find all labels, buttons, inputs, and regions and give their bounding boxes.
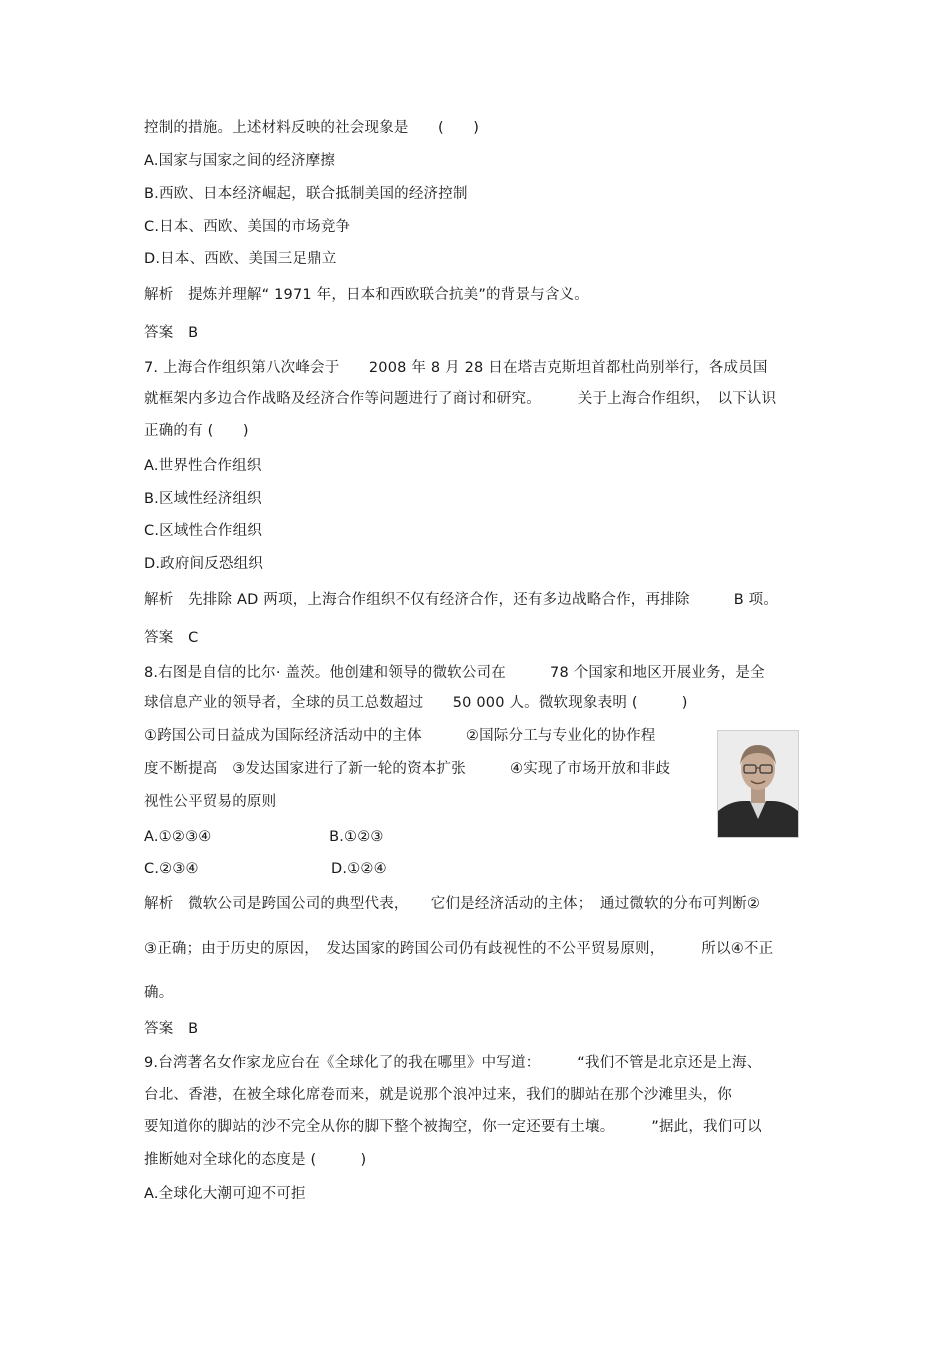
option-line: A.①②③④ B.①②③: [144, 829, 384, 845]
statement-line: ①跨国公司日益成为国际经济活动中的主体 ②国际分工与专业化的协作程: [144, 728, 656, 744]
analysis-line: ③正确；由于历史的原因， 发达国家的跨国公司仍有歧视性的不公平贸易原则， 所以④不正: [144, 941, 774, 957]
question-line: 7. 上海合作组织第八次峰会于 2008 年 8 月 28 日在塔吉克斯坦首都杜尚别举行，各成员国: [144, 360, 768, 376]
analysis-line: 解析 先排除 AD 两项，上海合作组织不仅有经济合作，还有多边战略合作，再排除 B 项。: [144, 592, 779, 608]
question-line: 推断她对全球化的态度是 ( ): [144, 1152, 367, 1168]
option-line: C.区域性合作组织: [144, 523, 263, 539]
analysis-line: 确。: [144, 985, 174, 1001]
statement-line: 度不断提高 ③发达国家进行了新一轮的资本扩张 ④实现了市场开放和非歧: [144, 761, 671, 777]
portrait-photo: [717, 730, 799, 838]
question-line: 8.右图是自信的比尔· 盖茨。他创建和领导的微软公司在 78 个国家和地区开展业务，是全: [144, 665, 765, 681]
option-line: A.全球化大潮可迎不可拒: [144, 1186, 306, 1202]
answer-line: 答案 B: [144, 325, 199, 341]
option-line: D.政府间反恐组织: [144, 556, 264, 572]
analysis-line: 解析 微软公司是跨国公司的典型代表， 它们是经济活动的主体； 通过微软的分布可判断②: [144, 896, 761, 912]
option-line: C.日本、西欧、美国的市场竞争: [144, 219, 351, 235]
option-line: A.国家与国家之间的经济摩擦: [144, 153, 336, 169]
question-line: 球信息产业的领导者，全球的员工总数超过 50 000 人。微软现象表明 ( ): [144, 695, 688, 711]
question-line: 台北、香港，在被全球化席卷而来，就是说那个浪冲过来，我们的脚站在那个沙滩里头，你: [144, 1087, 732, 1103]
option-line: B.区域性经济组织: [144, 491, 262, 507]
statement-line: 视性公平贸易的原则: [144, 794, 277, 810]
option-line: C.②③④ D.①②④: [144, 861, 387, 877]
answer-line: 答案 C: [144, 630, 199, 646]
portrait-illustration: [718, 731, 798, 837]
option-line: D.日本、西欧、美国三足鼎立: [144, 251, 337, 267]
question-line: 就框架内多边合作战略及经济合作等问题进行了商讨和研究。 关于上海合作组织， 以下认识: [144, 391, 777, 407]
question-line: 9.台湾著名女作家龙应台在《全球化了的我在哪里》中写道： “我们不管是北京还是上海、: [144, 1055, 762, 1071]
option-line: A.世界性合作组织: [144, 458, 262, 474]
question-line: 要知道你的脚站的沙不完全从你的脚下整个被掏空，你一定还要有土壤。 ”据此，我们可以: [144, 1119, 762, 1135]
answer-line: 答案 B: [144, 1021, 199, 1037]
question-line: 正确的有 ( ): [144, 423, 249, 439]
analysis-line: 解析 提炼并理解“ 1971 年，日本和西欧联合抗美”的背景与含义。: [144, 287, 589, 303]
option-line: B.西欧、日本经济崛起，联合抵制美国的经济控制: [144, 186, 468, 202]
text-line: 控制的措施。上述材料反映的社会现象是 ( ): [144, 120, 480, 136]
